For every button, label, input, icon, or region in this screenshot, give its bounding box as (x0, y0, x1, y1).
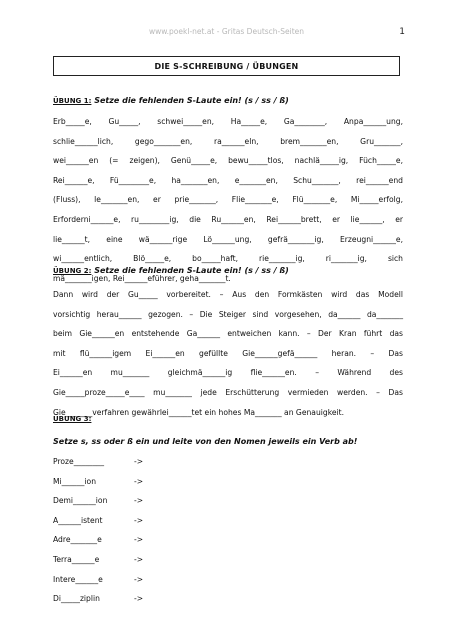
exercise-1-line[interactable]: schlie______lich, gego_______en, ra______eln, brem_______en, Gru_______, (53, 136, 403, 146)
header-subtitle: Gritas Deutsch-Seiten (221, 27, 305, 36)
exercise-2-line[interactable]: beim Gie______en entstehende Ga______ entweichen kann. – Der Kran führt das (53, 329, 403, 339)
exercise-2-line[interactable]: Gie_______verfahren gewährlei______tet ein hohes Ma_______ an Genauigkeit. (53, 407, 344, 417)
exercise-3-instruction-row (53, 437, 403, 446)
page-header (0, 27, 453, 41)
arrow: -> (134, 574, 144, 584)
exercise-1-line[interactable]: Erforderni______e, ru________ig, die Ru______en, Rei______brett, er lie______, er (53, 214, 403, 224)
exercise-3-label: ÜBUNG 3: (53, 415, 92, 423)
worksheet-title: DIE S-SCHREIBUNG / ÜBUNGEN (53, 56, 400, 76)
header-credit (0, 27, 453, 36)
exercise-1-line[interactable]: Erb_____e, Gu_____, schwei_____en, Ha_____e, Ga________, Anpa______ung, (53, 117, 403, 126)
exercise-1-label: ÜBUNG 1: (53, 97, 92, 105)
word-blank[interactable]: Intere______e (53, 574, 103, 584)
arrow: -> (134, 515, 144, 525)
word-row (53, 570, 403, 590)
word-row (53, 550, 403, 570)
exercise-2-text (53, 285, 403, 422)
exercise-2-line[interactable]: Ei______en mu_______ gleichmä______ig flie______en. – Während des (53, 368, 403, 378)
exercise-2-line[interactable]: vorsichtig herau______ gezogen. – Die Steiger sind vorgesehen, da______ da_______ (53, 309, 403, 319)
word-blank[interactable]: A______istent (53, 515, 103, 525)
exercise-2-line[interactable]: mit flü______igem Ei______en gefüllte Gie______gefä______ heran. – Das (53, 348, 403, 358)
word-row (53, 452, 403, 472)
word-blank[interactable]: Proze________ (53, 457, 105, 466)
exercise-1-instruction: Setze die fehlenden S-Laute ein! (s / ss / ß) (91, 96, 289, 105)
word-row (53, 472, 403, 492)
exercise-3-word-list (53, 452, 403, 609)
exercise-1 (53, 96, 403, 105)
exercise-2 (53, 266, 403, 275)
word-row (53, 530, 403, 550)
exercise-1-line[interactable]: lie______t, eine wä______rige Lö______ung, gefrä_______ig, Erzeugni______e, (53, 234, 403, 244)
word-row (53, 589, 403, 609)
header-separator: - (214, 27, 222, 36)
arrow: -> (134, 476, 144, 486)
exercise-1-line[interactable]: (Fluss), le_______en, er prie_______, Flie_______e, Flü_______e, Mi_____erfolg, (53, 195, 403, 205)
arrow: -> (134, 535, 144, 545)
exercise-1-heading (53, 96, 403, 105)
arrow: -> (134, 457, 144, 466)
exercise-2-instruction: Setze die fehlenden S-Laute ein! (s / ss / ß) (91, 266, 289, 275)
exercise-3-instruction: Setze s, ss oder ß ein und leite von den Nomen jeweils ein Verb ab! (53, 437, 358, 446)
exercise-1-line[interactable]: wi______entlich, Blö_____e, bo_____haft, rie_______ig, ri_______ig, sich (53, 254, 403, 264)
word-blank[interactable]: Mi______ion (53, 476, 97, 486)
exercise-1-line[interactable]: wei______en (= zeigen), Genü_____e, bewu_____tlos, nachlä_____ig, Füch_____e, (53, 156, 403, 166)
site-link[interactable]: www.poekl-net.at (148, 27, 215, 36)
exercise-2-line[interactable]: Dann wird der Gu_____ vorbereitet. – Aus den Formkästen wird das Modell (53, 290, 403, 299)
word-blank[interactable]: Adre_______e (53, 535, 102, 545)
word-blank[interactable]: Terra______e (53, 554, 100, 564)
exercise-3 (53, 414, 403, 423)
exercise-1-text (53, 112, 403, 288)
word-row (53, 491, 403, 511)
arrow: -> (134, 496, 144, 506)
exercise-2-line[interactable]: Gie_____proze_____e____ mu_______ jede Erschütterung vermieden werden. – Das (53, 387, 403, 397)
word-blank[interactable]: Demi______ion (53, 496, 108, 506)
exercise-2-heading (53, 266, 403, 275)
word-row (53, 511, 403, 531)
word-blank[interactable]: Di_____ziplin (53, 594, 100, 604)
arrow: -> (134, 594, 144, 604)
page-number: 1 (399, 27, 405, 37)
exercise-3-heading (53, 414, 403, 423)
exercise-2-label: ÜBUNG 2: (53, 267, 92, 275)
exercise-1-line[interactable]: mä_______igen, Rei______eführer, geha_______t. (53, 273, 231, 283)
arrow: -> (134, 554, 144, 564)
exercise-1-line[interactable]: Rei______e, Fü________e, ha_______en, e_______en, Schu_______, rei______end (53, 175, 403, 185)
